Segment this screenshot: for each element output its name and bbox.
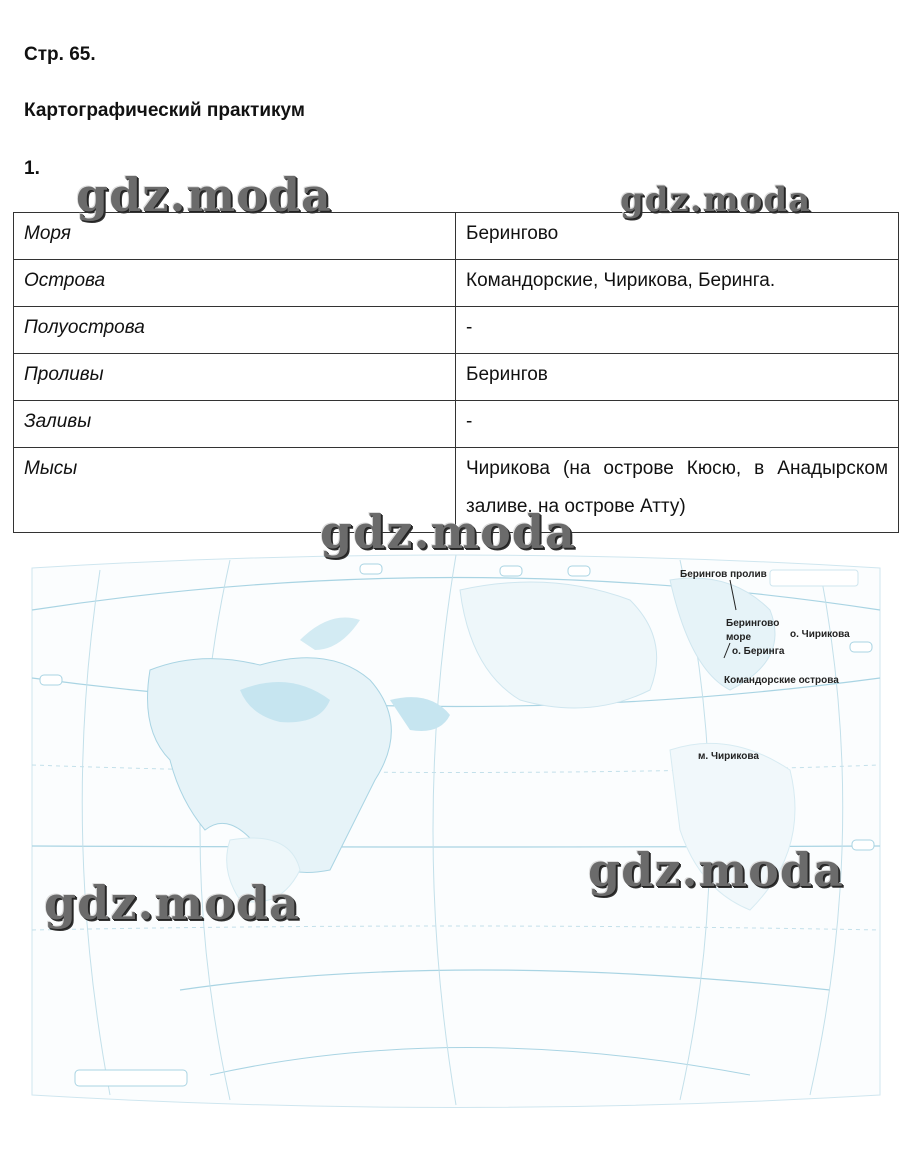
row-label-peninsulas: Полуострова	[14, 307, 456, 354]
task-number: 1.	[24, 158, 40, 179]
table-row	[14, 307, 899, 354]
watermark: gdz.moda	[76, 168, 332, 222]
contour-map	[30, 550, 882, 1110]
table-row	[14, 260, 899, 307]
label-chirikov-island: о. Чирикова	[790, 629, 850, 640]
row-value-straits: Берингов	[456, 354, 899, 401]
label-bering-island: о. Беринга	[732, 646, 785, 657]
frame-marker	[852, 840, 874, 850]
watermark: gdz.moda	[44, 876, 300, 930]
label-commander-islands: Командорские острова	[724, 675, 839, 686]
page-reference: Стр. 65.	[24, 44, 96, 65]
label-cape-chirikov: м. Чирикова	[698, 751, 759, 762]
frame-marker	[360, 564, 382, 574]
answer-table	[13, 212, 899, 533]
label-bering-strait: Берингов пролив	[680, 569, 767, 580]
row-label-seas: Моря	[14, 213, 456, 260]
row-value-peninsulas: -	[456, 307, 899, 354]
watermark: gdz.moda	[620, 180, 812, 220]
watermark: gdz.moda	[588, 843, 844, 897]
row-value-bays: -	[456, 401, 899, 448]
watermark: gdz.moda	[320, 505, 576, 559]
row-label-islands: Острова	[14, 260, 456, 307]
frame-marker	[850, 642, 872, 652]
frame-marker	[770, 570, 858, 586]
row-value-capes: Чирикова (на острове Кюсю, в Анадырском заливе, на острове Атту)	[456, 448, 899, 533]
row-label-bays: Заливы	[14, 401, 456, 448]
row-label-straits: Проливы	[14, 354, 456, 401]
frame-marker	[568, 566, 590, 576]
frame-marker	[40, 675, 62, 685]
map-graphic	[30, 550, 882, 1110]
section-title: Картографический практикум	[24, 100, 305, 121]
label-bering-sea-line2: море	[726, 632, 752, 643]
row-value-seas: Берингово	[456, 213, 899, 260]
table-row	[14, 401, 899, 448]
table-row	[14, 354, 899, 401]
frame-marker	[75, 1070, 187, 1086]
label-bering-sea-line1: Берингово	[726, 618, 780, 629]
row-value-islands: Командорские, Чирикова, Беринга.	[456, 260, 899, 307]
frame-marker	[500, 566, 522, 576]
row-label-capes: Мысы	[14, 448, 456, 533]
